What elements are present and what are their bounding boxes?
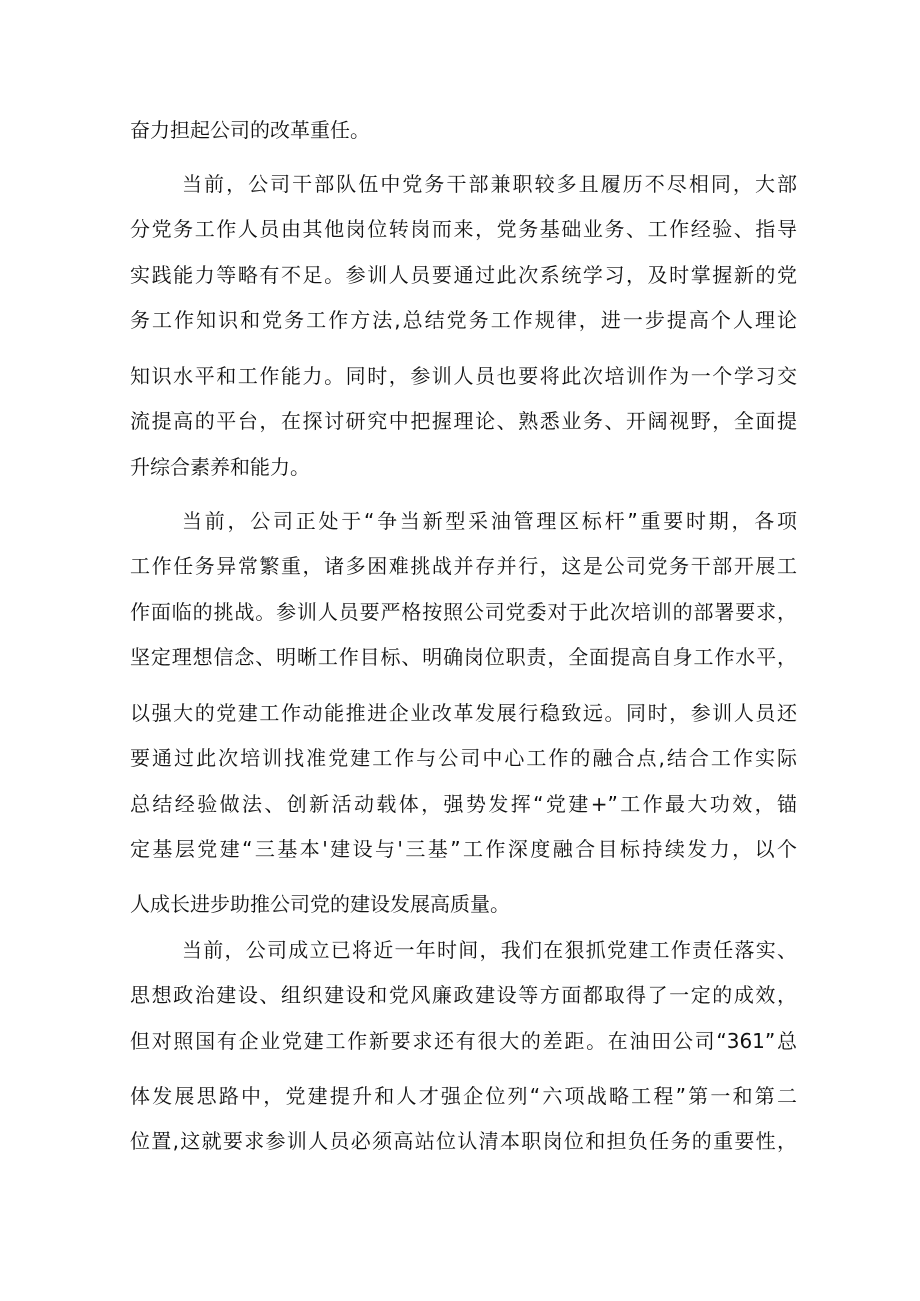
- text-line: 定基层党建“三基本'建设与'三基”工作深度融合目标持续发力，以个: [130, 837, 797, 861]
- text-line: 流提高的平台，在探讨研究中把握理论、熟悉业务、开阔视野，全面提: [130, 409, 797, 433]
- text-line: 升综合素养和能力。: [130, 455, 310, 479]
- text-line: 但对照国有企业党建工作新要求还有很大的差距。在油田公司“361”总: [130, 1029, 797, 1053]
- text-line: 体发展思路中，党建提升和人才强企位列“六项战略工程”第一和第二: [130, 1084, 797, 1108]
- text-line: 奋力担起公司的改革重任。: [130, 118, 370, 142]
- text-line: 以强大的党建工作动能推进企业改革发展行稳致远。同时，参训人员还: [130, 701, 797, 725]
- text-line: 要通过此次培训找准党建工作与公司中心工作的融合点,结合工作实际: [130, 746, 797, 770]
- text-line: 思想政治建设、组织建设和党风廉政建设等方面都取得了一定的成效，: [130, 983, 797, 1007]
- text-line: 知识水平和工作能力。同时，参训人员也要将此次培训作为一个学习交: [130, 364, 797, 388]
- text-line: 当前，公司正处于“争当新型采油管理区标杆”重要时期，各项: [182, 509, 797, 533]
- text-line: 当前，公司成立已将近一年时间，我们在狠抓党建工作责任落实、: [182, 938, 797, 962]
- text-line: 总结经验做法、创新活动载体，强势发挥“党建+”工作最大功效，锚: [130, 792, 797, 816]
- text-line: 实践能力等略有不足。参训人员要通过此次系统学习，及时掌握新的党: [130, 263, 797, 287]
- text-line: 分党务工作人员由其他岗位转岗而来，党务基础业务、工作经验、指导: [130, 217, 797, 241]
- text-line: 工作任务异常繁重，诸多困难挑战并存并行，这是公司党务干部开展工: [130, 554, 797, 578]
- text-line: 坚定理想信念、明晰工作目标、明确岗位职责，全面提高自身工作水平，: [130, 645, 797, 669]
- text-line: 当前，公司干部队伍中党务干部兼职较多且履历不尽相同，大部: [182, 172, 797, 196]
- text-line: 位置,这就要求参训人员必须高站位认清本职岗位和担负任务的重要性，: [130, 1129, 797, 1153]
- text-line: 人成长进步助推公司党的建设发展高质量。: [130, 892, 510, 916]
- text-line: 务工作知识和党务工作方法,总结党务工作规律，进一步提高个人理论: [130, 308, 797, 332]
- text-line: 作面临的挑战。参训人员要严格按照公司党委对于此次培训的部署要求，: [130, 600, 797, 624]
